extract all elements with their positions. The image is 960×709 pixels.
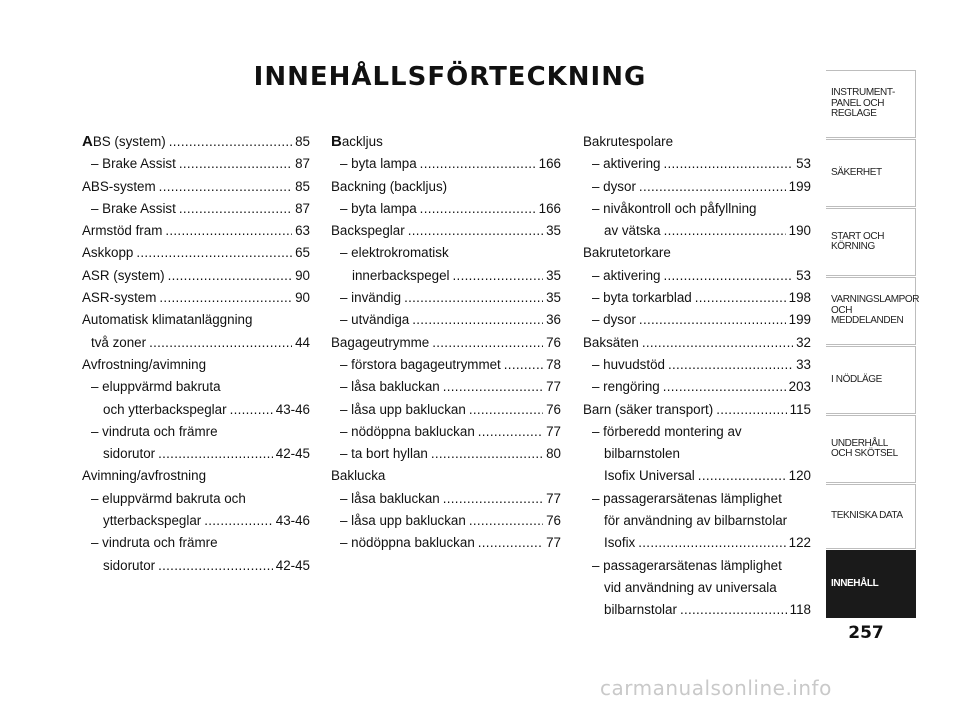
entry-label: – byta torkarblad <box>592 290 692 306</box>
index-entry[interactable] <box>583 332 811 354</box>
entry-label: av vätska <box>604 223 661 239</box>
index-column-1 <box>82 131 310 577</box>
entry-page: 36 <box>546 312 561 328</box>
entry-page: 76 <box>546 334 561 350</box>
leader-dots <box>149 332 292 354</box>
entry-label: – aktivering <box>592 156 661 172</box>
entry-label: – byta lampa <box>340 156 417 172</box>
entry-page: 35 <box>546 223 561 239</box>
entry-label: Askkopp <box>82 245 134 261</box>
index-entry[interactable] <box>82 332 310 354</box>
entry-label: Avfrostning/avimning <box>82 356 207 372</box>
leader-dots <box>158 443 273 465</box>
leader-dots <box>642 332 793 354</box>
entry-label: Automatisk klimatanläggning <box>82 312 253 328</box>
entry-label: vid användning av universala <box>604 579 777 595</box>
entry-page: 65 <box>295 245 310 261</box>
leader-dots <box>695 287 786 309</box>
entry-label: bilbarnstolar <box>604 602 677 618</box>
index-entry[interactable] <box>583 376 811 398</box>
leader-dots <box>431 443 543 465</box>
leader-dots <box>412 309 543 331</box>
entry-label: – förberedd montering av <box>592 423 742 439</box>
index-entry[interactable] <box>583 443 811 465</box>
leader-dots <box>639 176 786 198</box>
index-entry[interactable] <box>331 465 561 487</box>
index-entry[interactable] <box>82 488 310 510</box>
index-entry[interactable] <box>82 443 310 465</box>
index-entry[interactable] <box>331 421 561 443</box>
index-entry[interactable] <box>331 153 561 175</box>
leader-dots <box>408 220 543 242</box>
entry-label: innerbackspegel <box>352 267 450 283</box>
index-entry[interactable] <box>583 488 811 510</box>
entry-page: 44 <box>295 334 310 350</box>
leader-dots <box>420 153 536 175</box>
entry-label: – rengöring <box>592 379 660 395</box>
chapter-tab[interactable] <box>826 484 916 549</box>
index-entry[interactable] <box>82 399 310 421</box>
entry-page: 53 <box>796 267 811 283</box>
chapter-tab[interactable] <box>826 139 916 207</box>
leader-dots <box>204 510 273 532</box>
chapter-tab-label: SÄKERHET <box>831 166 882 178</box>
page-number: 257 <box>848 623 884 643</box>
entry-page: 80 <box>546 446 561 462</box>
entry-label: – ta bort hyllan <box>340 446 428 462</box>
entry-label: Backljus <box>331 133 383 150</box>
entry-label: Isofix Universal <box>604 468 695 484</box>
entry-label: – aktivering <box>592 267 661 283</box>
entry-label: – byta lampa <box>340 200 417 216</box>
leader-dots <box>420 198 536 220</box>
index-entry[interactable] <box>82 220 310 242</box>
index-entry[interactable] <box>82 153 310 175</box>
leader-dots <box>443 488 543 510</box>
leader-dots <box>716 399 786 421</box>
entry-page: 115 <box>789 401 811 417</box>
entry-page: 85 <box>295 178 310 194</box>
entry-label: Armstöd fram <box>82 223 163 239</box>
entry-page: 166 <box>538 200 561 216</box>
index-entry[interactable] <box>331 242 561 264</box>
entry-label: – dysor <box>592 312 636 328</box>
leader-dots <box>179 198 292 220</box>
chapter-tab[interactable] <box>826 70 916 138</box>
leader-dots <box>165 220 292 242</box>
index-entry[interactable] <box>583 532 811 554</box>
chapter-tab-label: UNDERHÅLL OCH SKÖTSEL <box>831 437 898 459</box>
entry-label: Bagageutrymme <box>331 334 430 350</box>
entry-label: – låsa upp bakluckan <box>340 513 466 529</box>
leader-dots <box>230 399 273 421</box>
entry-label: bilbarnstolen <box>604 446 680 462</box>
index-entry[interactable] <box>82 309 310 331</box>
entry-label: för användning av bilbarnstolar <box>604 513 788 529</box>
page-title: INNEHÅLLSFÖRTECKNING <box>253 62 647 92</box>
entry-label: Avimning/avfrostning <box>82 468 207 484</box>
leader-dots <box>404 287 543 309</box>
entry-page: 35 <box>546 290 561 306</box>
leader-dots <box>663 265 793 287</box>
leader-dots <box>469 510 543 532</box>
entry-label: Baksäten <box>583 334 639 350</box>
index-entry[interactable] <box>82 176 310 198</box>
entry-page: 76 <box>546 401 561 417</box>
entry-page: 122 <box>788 535 811 551</box>
entry-page: 90 <box>295 290 310 306</box>
index-entry[interactable] <box>583 510 811 532</box>
entry-page: 199 <box>788 312 811 328</box>
entry-label: – elektrokromatisk <box>340 245 449 261</box>
entry-page: 198 <box>788 290 811 306</box>
entry-label: – Brake Assist <box>91 156 176 172</box>
entry-label: ASR (system) <box>82 267 165 283</box>
entry-label: och ytterbackspeglar <box>103 401 227 417</box>
leader-dots <box>169 131 292 153</box>
index-entry[interactable] <box>82 131 310 153</box>
leader-dots <box>469 399 543 421</box>
index-entry[interactable] <box>331 532 561 554</box>
entry-label: Barn (säker transport) <box>583 401 714 417</box>
entry-label: Bakrutetorkare <box>583 245 671 261</box>
leader-dots <box>698 465 786 487</box>
index-entry[interactable] <box>583 242 811 264</box>
leader-dots <box>638 532 785 554</box>
chapter-tab-label: TEKNISKA DATA <box>831 510 903 522</box>
index-entry[interactable] <box>82 532 310 554</box>
leader-dots <box>159 176 292 198</box>
chapter-tab[interactable] <box>826 550 916 618</box>
entry-label: Baklucka <box>331 468 386 484</box>
entry-label: sidorutor <box>103 557 156 573</box>
index-entry[interactable] <box>583 421 811 443</box>
entry-page: 77 <box>546 423 561 439</box>
entry-label: – passagerarsätenas lämplighet <box>592 490 782 506</box>
entry-label: – nödöppna bakluckan <box>340 423 475 439</box>
entry-page: 42-45 <box>275 446 310 462</box>
entry-label: – huvudstöd <box>592 356 665 372</box>
index-entry[interactable] <box>583 287 811 309</box>
entry-label: ABS (system) <box>82 133 166 150</box>
entry-label: ABS-system <box>82 178 156 194</box>
entry-page: 78 <box>546 356 561 372</box>
index-entry[interactable] <box>331 376 561 398</box>
leader-dots <box>136 242 292 264</box>
entry-label: – passagerarsätenas lämplighet <box>592 557 782 573</box>
index-entry[interactable] <box>331 198 561 220</box>
chapter-tab-label: VARNINGSLAMPOR OCH MEDDELANDEN <box>831 294 920 327</box>
entry-page: 77 <box>546 490 561 506</box>
leader-dots <box>478 421 543 443</box>
leader-dots <box>639 309 786 331</box>
entry-label: – förstora bagageutrymmet <box>340 356 501 372</box>
index-entry[interactable] <box>583 198 811 220</box>
entry-page: 199 <box>788 178 811 194</box>
index-entry[interactable] <box>583 265 811 287</box>
entry-page: 43-46 <box>275 513 310 529</box>
index-entry[interactable] <box>583 577 811 599</box>
entry-label: – vindruta och främre <box>91 535 218 551</box>
entry-page: 35 <box>546 267 561 283</box>
leader-dots <box>179 153 292 175</box>
index-entry[interactable] <box>331 488 561 510</box>
entry-label: – nödöppna bakluckan <box>340 535 475 551</box>
entry-label: två zoner <box>91 334 147 350</box>
entry-label: – invändig <box>340 290 402 306</box>
entry-page: 63 <box>295 223 310 239</box>
entry-label: – nivåkontroll och påfyllning <box>592 200 757 216</box>
index-column-3 <box>583 131 811 622</box>
entry-page: 77 <box>546 535 561 551</box>
chapter-tab-label: I NÖDLÄGE <box>831 373 882 385</box>
index-entry[interactable] <box>331 443 561 465</box>
section-letter: B <box>331 133 342 150</box>
index-entry[interactable] <box>331 332 561 354</box>
leader-dots <box>443 376 543 398</box>
entry-page: 53 <box>796 156 811 172</box>
index-entry[interactable] <box>331 309 561 331</box>
entry-label: – dysor <box>592 178 636 194</box>
index-entry[interactable] <box>331 510 561 532</box>
entry-label: Backspeglar <box>331 223 405 239</box>
chapter-tab[interactable] <box>826 208 916 276</box>
index-entry[interactable] <box>331 399 561 421</box>
index-entry[interactable] <box>583 399 811 421</box>
leader-dots <box>168 265 293 287</box>
entry-label: Isofix <box>604 535 636 551</box>
entry-label: – låsa bakluckan <box>340 379 440 395</box>
leader-dots <box>478 532 543 554</box>
leader-dots <box>668 354 793 376</box>
chapter-tab-label: START OCH KÖRNING <box>831 230 885 252</box>
entry-label: – eluppvärmd bakruta och <box>91 490 246 506</box>
watermark-text: carmanualsonline.info <box>600 676 832 700</box>
entry-page: 43-46 <box>275 401 310 417</box>
index-entry[interactable] <box>82 354 310 376</box>
entry-page: 32 <box>796 334 811 350</box>
entry-page: 120 <box>788 468 811 484</box>
index-entry[interactable] <box>82 242 310 264</box>
entry-label: – Brake Assist <box>91 200 176 216</box>
chapter-tab[interactable] <box>826 415 916 483</box>
index-entry[interactable] <box>82 265 310 287</box>
leader-dots <box>504 354 543 376</box>
index-entry[interactable] <box>583 465 811 487</box>
index-entry[interactable] <box>583 131 811 153</box>
leader-dots <box>664 220 786 242</box>
index-entry[interactable] <box>82 198 310 220</box>
entry-label: – eluppvärmd bakruta <box>91 379 221 395</box>
index-entry[interactable] <box>331 287 561 309</box>
entry-page: 203 <box>788 379 811 395</box>
leader-dots <box>680 599 787 621</box>
entry-label: – utvändiga <box>340 312 410 328</box>
index-entry[interactable] <box>583 220 811 242</box>
section-letter: A <box>82 133 93 150</box>
leader-dots <box>663 376 786 398</box>
entry-label: Backning (backljus) <box>331 178 448 194</box>
leader-dots <box>663 153 793 175</box>
index-entry[interactable] <box>583 555 811 577</box>
entry-label: ytterbackspeglar <box>103 513 202 529</box>
entry-page: 90 <box>295 267 310 283</box>
index-entry[interactable] <box>82 287 310 309</box>
entry-page: 76 <box>546 513 561 529</box>
index-entry[interactable] <box>82 555 310 577</box>
index-entry[interactable] <box>331 220 561 242</box>
leader-dots <box>158 555 273 577</box>
entry-page: 166 <box>538 156 561 172</box>
index-entry[interactable] <box>82 376 310 398</box>
entry-label: sidorutor <box>103 446 156 462</box>
index-entry[interactable] <box>583 354 811 376</box>
entry-page: 87 <box>295 156 310 172</box>
chapter-tab[interactable] <box>826 277 920 345</box>
chapter-tab-label: INSTRUMENT- PANEL OCH REGLAGE <box>831 87 895 120</box>
chapter-tab-label: INNEHÅLL <box>831 577 879 589</box>
index-entry[interactable] <box>583 599 811 621</box>
entry-label: – låsa bakluckan <box>340 490 440 506</box>
chapter-tab[interactable] <box>826 346 916 414</box>
index-entry[interactable] <box>583 153 811 175</box>
index-entry[interactable] <box>82 465 310 487</box>
entry-page: 42-45 <box>275 557 310 573</box>
entry-page: 118 <box>789 602 811 618</box>
entry-page: 33 <box>796 356 811 372</box>
index-entry[interactable] <box>331 265 561 287</box>
entry-page: 87 <box>295 200 310 216</box>
leader-dots <box>432 332 543 354</box>
index-entry[interactable] <box>331 354 561 376</box>
entry-label: – vindruta och främre <box>91 423 218 439</box>
index-entry[interactable] <box>583 176 811 198</box>
entry-label: ASR-system <box>82 290 157 306</box>
index-entry[interactable] <box>583 309 811 331</box>
leader-dots <box>159 287 292 309</box>
entry-label: Bakrutespolare <box>583 134 674 149</box>
leader-dots <box>453 265 544 287</box>
index-entry[interactable] <box>331 131 561 153</box>
index-entry[interactable] <box>331 176 561 198</box>
index-entry[interactable] <box>82 421 310 443</box>
index-entry[interactable] <box>82 510 310 532</box>
entry-page: 85 <box>295 134 310 149</box>
entry-page: 77 <box>546 379 561 395</box>
entry-page: 190 <box>788 223 811 239</box>
entry-label: – låsa upp bakluckan <box>340 401 466 417</box>
index-column-2 <box>331 131 561 555</box>
